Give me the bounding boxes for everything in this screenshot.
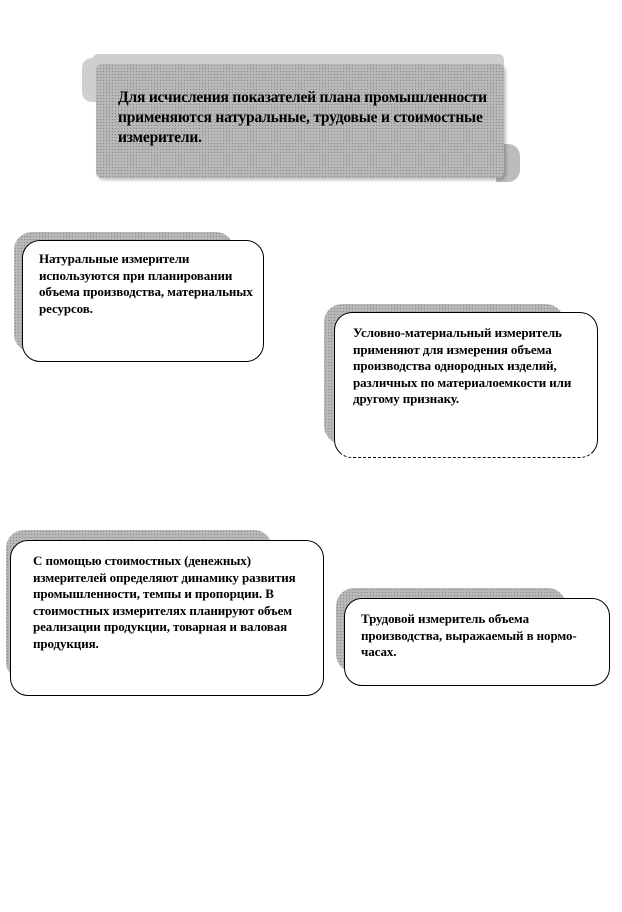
box-card xyxy=(344,598,610,686)
natural-measures-box xyxy=(14,232,264,364)
labor-measure-text: Трудовой измеритель объема производства, выражаемый в нормо-часах. xyxy=(361,611,577,659)
cost-measures-box xyxy=(6,530,324,696)
cost-measures-text: С помощью стоимостных (денежных) измерителей определяют динамику развития промышленности, темпы и пропорции. В стоимостных измерителях планируют объем реализации продукции, товарная и валовая продукция. xyxy=(33,553,296,651)
box-card xyxy=(22,240,264,362)
header-banner xyxy=(82,50,520,182)
box-card xyxy=(10,540,324,696)
labor-measure-box xyxy=(336,588,612,686)
conditional-material-measure-text: Условно-материальный измеритель применяют для измерения объема производства однородных изделий, различных по материалоемкости или другому признаку. xyxy=(353,325,572,406)
conditional-material-measure-box xyxy=(324,304,600,458)
banner-text: Для исчисления показателей плана промышленности применяются натуральные, трудовые и стоимостные измерители. xyxy=(118,89,487,146)
natural-measures-text: Натуральные измерители используются при планировании объема производства, материальных ресурсов. xyxy=(39,251,253,316)
box-card xyxy=(334,312,598,458)
